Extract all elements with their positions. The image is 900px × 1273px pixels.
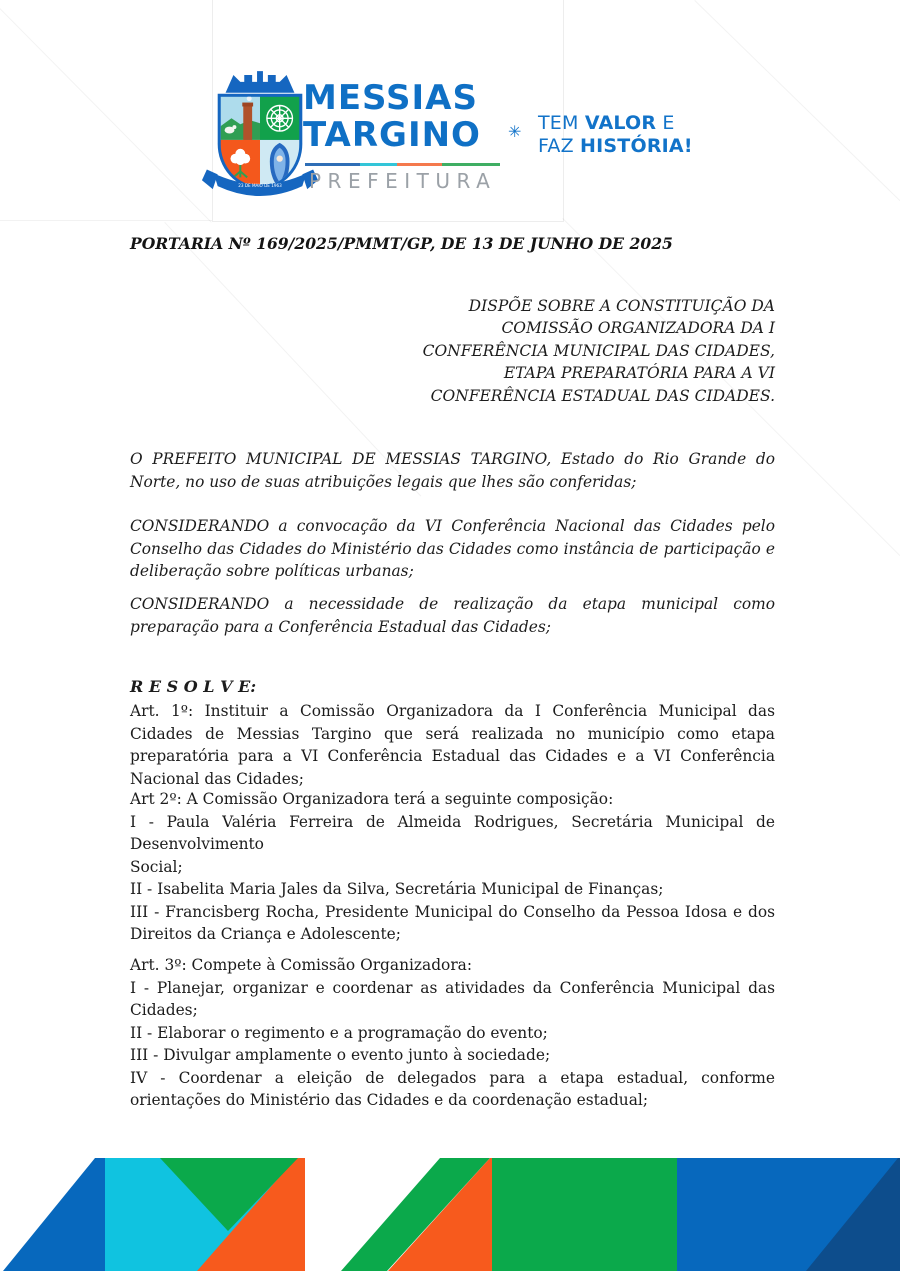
underline-segment-orange bbox=[397, 163, 442, 166]
summary-line: CONFERÊNCIA MUNICIPAL DAS CIDADES, bbox=[422, 341, 775, 360]
article-3 bbox=[130, 954, 775, 1112]
scan-artifact-line bbox=[694, 0, 900, 201]
summary-block bbox=[423, 295, 775, 407]
article-line: I - Planejar, organizar e coordenar as atividades da Conferência Municipal das Cidades; bbox=[130, 978, 775, 1019]
slogan-line-2: FAZ HISTÓRIA! bbox=[538, 135, 693, 157]
brand-subtitle: PREFEITURA bbox=[309, 169, 497, 193]
article-line: Social; bbox=[130, 857, 183, 876]
article-line: Art. 3º: Compete à Comissão Organizadora: bbox=[130, 956, 473, 974]
article-line: II - Elaborar o regimento e a programação do evento; bbox=[130, 1023, 548, 1042]
footer-shape-blue-triangle bbox=[3, 1158, 105, 1271]
summary-line: COMISSÃO ORGANIZADORA DA I bbox=[501, 319, 775, 338]
asterisk-icon: ✳ bbox=[508, 122, 522, 141]
resolve-heading: R E S O L V E: bbox=[130, 677, 257, 696]
article-line: Art. 1º: Instituir a Comissão Organizadora da I Conferência Municipal das Cidades de Messias Targino que será realizada no município como etapa preparatória para a VI Conferência Estadual das Cidades e a VI Conferência Nacional das Cidades; bbox=[130, 702, 775, 788]
summary-line: CONFERÊNCIA ESTADUAL DAS CIDADES. bbox=[430, 386, 775, 405]
summary-line: ETAPA PREPARATÓRIA PARA A VI bbox=[503, 364, 775, 383]
slogan-line-1: TEM VALOR E bbox=[538, 112, 675, 134]
article-line: Art 2º: A Comissão Organizadora terá a seguinte composição: bbox=[130, 790, 614, 808]
brand-line-2: TARGINO bbox=[303, 115, 481, 155]
slogan bbox=[538, 112, 693, 158]
article-line: III - Divulgar amplamente o evento junto à sociedade; bbox=[130, 1046, 551, 1064]
brand-underline bbox=[305, 163, 500, 166]
underline-segment-blue bbox=[305, 163, 360, 166]
footer-shape-green-rect bbox=[492, 1158, 677, 1271]
brand-line-1: MESSIAS bbox=[303, 78, 478, 118]
underline-segment-cyan bbox=[360, 163, 397, 166]
brand-name bbox=[303, 80, 481, 154]
article-line: IV - Coordenar a eleição de delegados para a etapa estadual, conforme orientações do Ministério das Cidades e da coordenação estadual; bbox=[130, 1068, 775, 1109]
article-line: I - Paula Valéria Ferreira de Almeida Rodrigues, Secretária Municipal de Desenvolvimento bbox=[130, 812, 775, 853]
summary-line: DISPÕE SOBRE A CONSTITUIÇÃO DA bbox=[468, 297, 775, 315]
underline-segment-green bbox=[442, 163, 500, 166]
preamble-paragraph: CONSIDERANDO a necessidade de realização da etapa municipal como preparação para a Conferência Estadual das Cidades; bbox=[130, 595, 775, 636]
article-1 bbox=[130, 700, 775, 790]
scan-artifact-line bbox=[0, 220, 212, 221]
crest-ribbon-text: 23 DE MAIO DE 1963 bbox=[238, 183, 282, 189]
article-2 bbox=[130, 788, 775, 946]
article-line: III - Francisberg Rocha, Presidente Municipal do Conselho da Pessoa Idosa e dos Direitos da Criança e Adolescente; bbox=[130, 902, 775, 943]
article-line: II - Isabelita Maria Jales da Silva, Secretária Municipal de Finanças; bbox=[130, 880, 664, 898]
document-title: PORTARIA Nº 169/2025/PMMT/GP, DE 13 DE JUNHO DE 2025 bbox=[130, 234, 673, 253]
scan-artifact-line bbox=[0, 8, 212, 223]
preamble-paragraph: CONSIDERANDO a convocação da VI Conferência Nacional das Cidades pelo Conselho das Cidades do Ministério das Cidades como instância de participação e deliberação sobre políticas urbanas; bbox=[130, 517, 775, 580]
preamble-paragraph: O PREFEITO MUNICIPAL DE MESSIAS TARGINO, Estado do Rio Grande do Norte, no uso de suas atribuições legais que lhes são conferidas; bbox=[130, 450, 775, 491]
footer-banner bbox=[0, 1158, 900, 1271]
